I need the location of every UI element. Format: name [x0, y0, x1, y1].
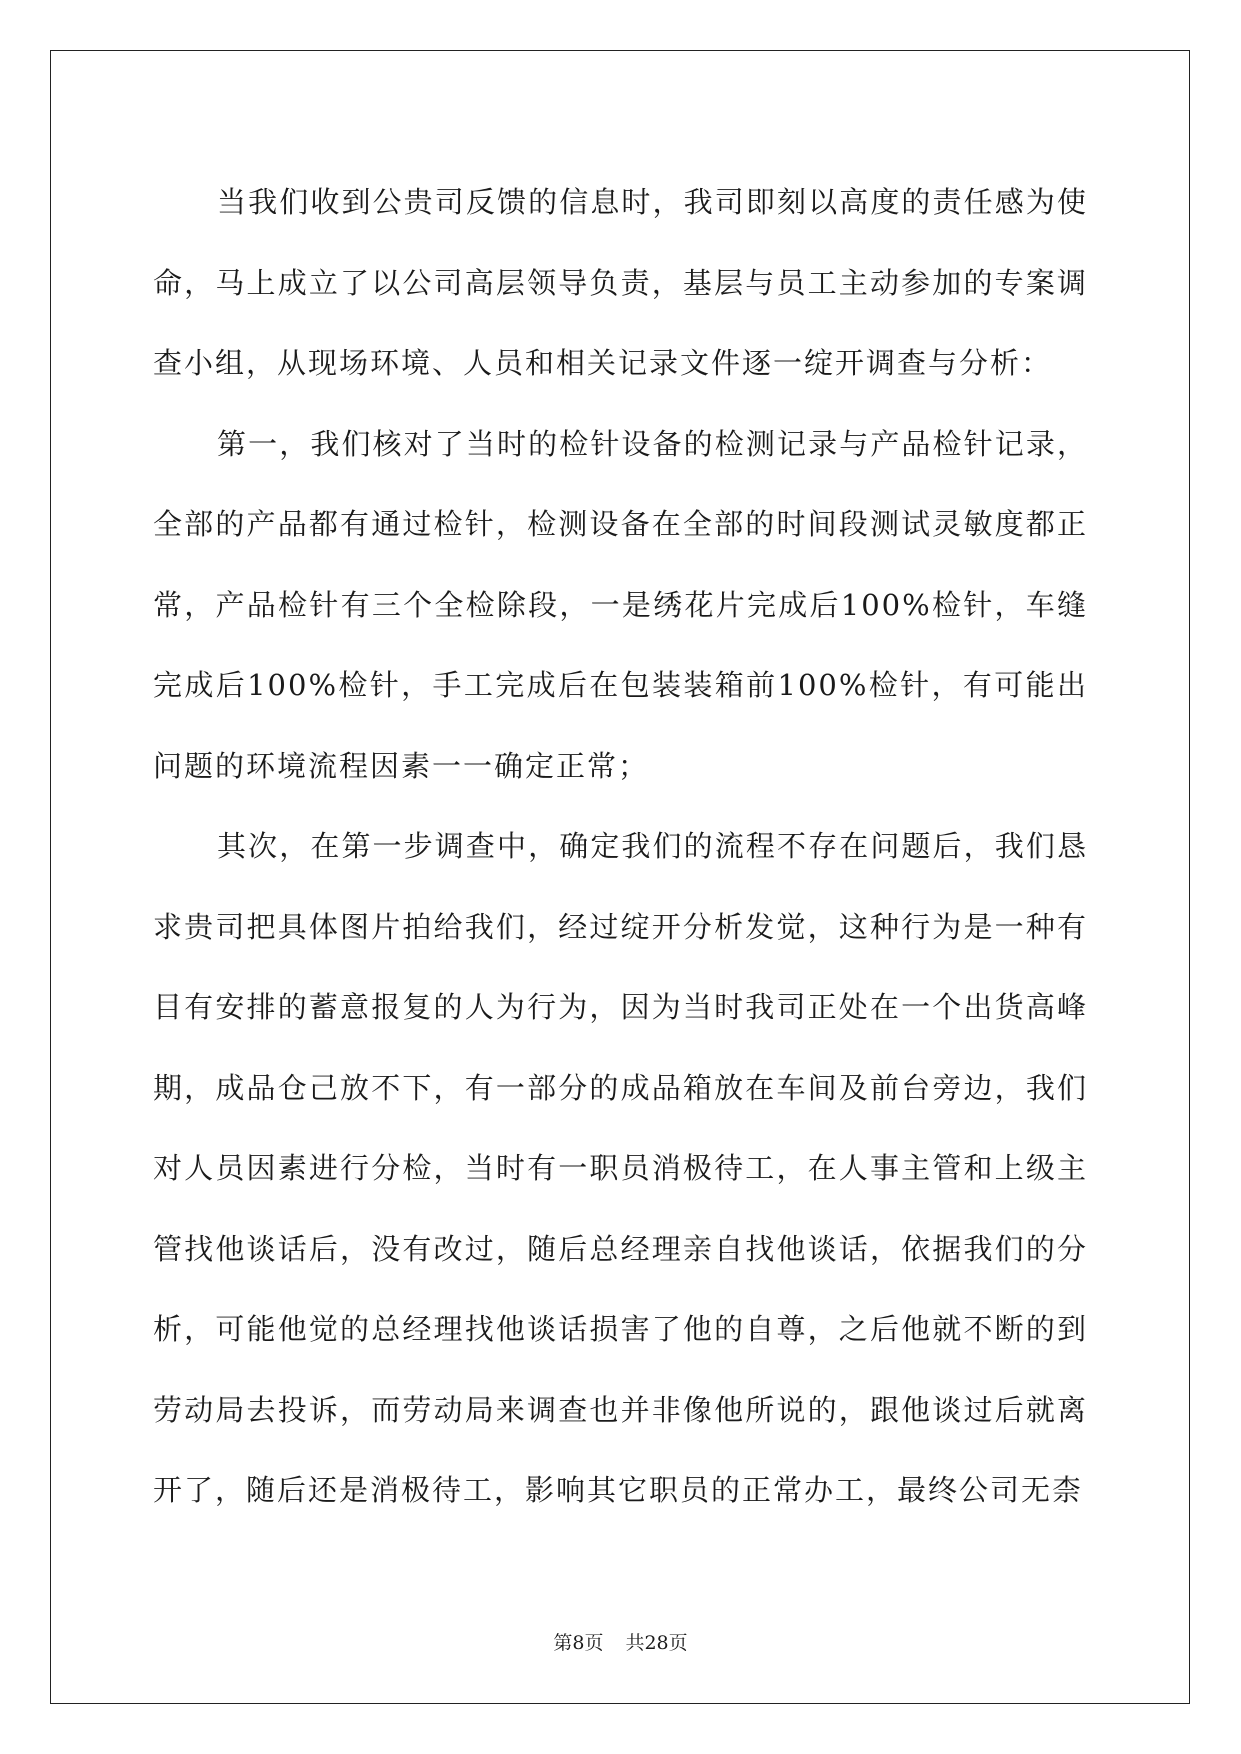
paragraph-2: 第一，我们核对了当时的检针设备的检测记录与产品检针记录，全部的产品都有通过检针，检测设备在全部的时间段测试灵敏度都正常，产品检针有三个全检除段，一是绣花片完成后100%检针，车缝完成后100%检针，手工完成后在包装装箱前100%检针，有可能出问题的环境流程因素一一确定正常； — [153, 426, 1088, 783]
paragraph-1: 当我们收到公贵司反馈的信息时，我司即刻以高度的责任感为使命，马上成立了以公司高层领导负责，基层与员工主动参加的专案调查小组，从现场环境、人员和相关记录文件逐一绽开调查与分析： — [153, 185, 1088, 380]
page-footer — [0, 1631, 1241, 1655]
document-body — [153, 162, 1088, 1531]
page-total: 共28页 — [625, 1632, 688, 1654]
page-number: 第8页 — [553, 1632, 604, 1654]
paragraph-3: 其次，在第一步调查中，确定我们的流程不存在问题后，我们恳求贵司把具体图片拍给我们，经过绽开分析发觉，这种行为是一种有目有安排的蓄意报复的人为行为，因为当时我司正处在一个出货高峰期，成品仓己放不下，有一部分的成品箱放在车间及前台旁边，我们对人员因素进行分检，当时有一职员消极待工，在人事主管和上级主管找他谈话后，没有改过，随后总经理亲自找他谈话，依据我们的分析，可能他觉的总经理找他谈话损害了他的自尊，之后他就不断的到劳动局去投诉，而劳动局来调查也并非像他所说的，跟他谈过后就离开了，随后还是消极待工，影响其它职员的正常办工，最终公司无柰 — [153, 829, 1088, 1507]
